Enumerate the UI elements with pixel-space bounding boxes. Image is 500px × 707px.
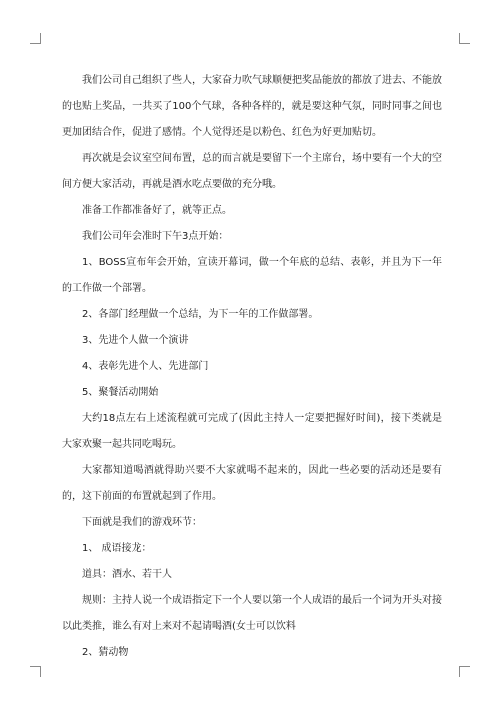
- crop-mark-bottom-right: [459, 666, 470, 677]
- paragraph-ready: 准备工作都准备好了，就等正点。: [82, 205, 232, 216]
- crop-mark-bottom-left: [30, 666, 41, 677]
- paragraph-step-3: 3、先进个人做一个演讲: [82, 335, 189, 346]
- paragraph-game-2-title: 2、猜动物: [82, 647, 129, 658]
- paragraph-step-2: 2、各部门经理做一个总结，为下一年的工作做部署。: [82, 309, 319, 320]
- paragraph-room-layout: 再次就是会议室空间布置，总的而言就是要留下一个主席台，场中要有一个大的空间方便大家活动，再就是酒水吃点要做的充分哦。: [62, 153, 442, 190]
- paragraph-drinking: 大家都知道喝酒就得助兴要不大家就喝不起来的，因此一些必要的活动还是要有的，这下前面的布置就起到了作用。: [62, 465, 442, 502]
- document-body: [62, 68, 442, 666]
- paragraph-game-1-title: 1、 成语接龙：: [82, 543, 152, 554]
- paragraph-step-4: 4、表彰先进个人、先进部门: [82, 361, 209, 372]
- crop-mark-top-right: [459, 33, 470, 44]
- paragraph-timing: 大约18点左右上述流程就可完成了(因此主持人一定要把握好时间)，接下类就是大家欢聚一起共同吃喝玩。: [62, 413, 442, 450]
- paragraph-game-1-props: 道具：酒水、若干人: [82, 569, 172, 580]
- paragraph-game-1-rules: 规则：主持人说一个成语指定下一个人要以第一个人成语的最后一个词为开头对接以此类推，谁么有对上来对不起请喝酒(女士可以饮料: [62, 595, 442, 632]
- paragraph-games-intro: 下面就是我们的游戏环节：: [82, 517, 202, 528]
- paragraph-step-5: 5、聚餐活动開始: [82, 387, 159, 398]
- paragraph-step-1: 1、BOSS宣布年会开始，宣读开幕词，做一个年底的总结、表彰，并且为下一年的工作做一个部署。: [62, 257, 442, 294]
- paragraph-start-time: 我们公司年会准时下午3点开始：: [82, 231, 229, 242]
- paragraph-balloons: 我们公司自己组织了些人，大家奋力吹气球顺便把奖品能放的都放了进去、不能放的也贴上奖品，一共买了100个气球，各种各样的，就是要这种气氛，同时同事之间也更加团结合作，促进了感情。个人觉得还是以粉色、红色为好更加贴切。: [62, 75, 442, 138]
- crop-mark-top-left: [30, 33, 41, 44]
